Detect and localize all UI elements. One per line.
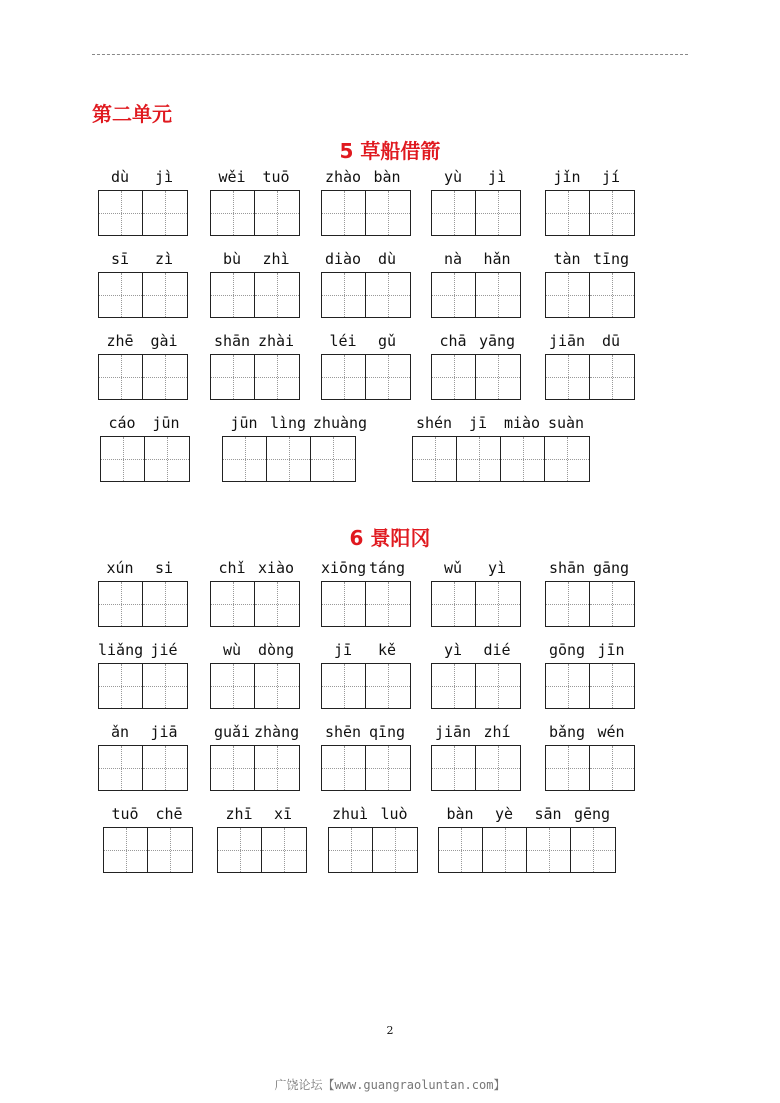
pinyin-syllable: shēn	[324, 723, 362, 741]
tian-zi-cell[interactable]	[590, 582, 634, 626]
pinyin-syllable: tīng	[592, 250, 630, 268]
pinyin-syllable: zhài	[257, 332, 295, 350]
writing-grid[interactable]	[210, 581, 300, 627]
tian-zi-cell[interactable]	[99, 664, 143, 708]
tian-zi-cell[interactable]	[457, 437, 501, 481]
pinyin-syllable: xiōng	[321, 559, 367, 577]
writing-grid[interactable]	[545, 663, 635, 709]
tian-zi-cell[interactable]	[366, 746, 410, 790]
writing-grid[interactable]	[98, 663, 188, 709]
pinyin-syllable: gǔ	[377, 332, 397, 350]
writing-grid[interactable]	[210, 663, 300, 709]
pinyin-syllable: shān	[548, 559, 586, 577]
tian-zi-cell[interactable]	[143, 355, 187, 399]
pinyin-syllable: wǔ	[443, 559, 463, 577]
pinyin-label	[321, 168, 409, 186]
pinyin-syllable: gāng	[592, 559, 630, 577]
tian-zi-cell[interactable]	[366, 191, 410, 235]
pinyin-syllable: hǎn	[483, 250, 511, 268]
pinyin-syllable: yāng	[478, 332, 516, 350]
pinyin-label	[210, 168, 298, 186]
pinyin-syllable: zhuàng	[312, 414, 368, 432]
pinyin-syllable: chā	[439, 332, 467, 350]
pinyin-label	[210, 332, 298, 350]
writing-grid[interactable]	[431, 272, 521, 318]
tian-zi-cell[interactable]	[527, 828, 571, 872]
pinyin-syllable: shén	[415, 414, 453, 432]
tian-zi-cell[interactable]	[483, 828, 527, 872]
tian-zi-cell[interactable]	[366, 582, 410, 626]
tian-zi-cell[interactable]	[546, 355, 590, 399]
writing-grid[interactable]	[328, 827, 418, 873]
tian-zi-cell[interactable]	[476, 582, 520, 626]
pinyin-syllable: chǐ	[218, 559, 246, 577]
pinyin-syllable: bàn	[446, 805, 474, 823]
tian-zi-cell[interactable]	[218, 828, 262, 872]
writing-grid[interactable]	[321, 745, 411, 791]
writing-grid[interactable]	[545, 581, 635, 627]
pinyin-label	[431, 168, 519, 186]
tian-zi-cell[interactable]	[211, 191, 255, 235]
pinyin-label	[431, 641, 519, 659]
pinyin-syllable: miào	[503, 414, 541, 432]
pinyin-label	[545, 723, 633, 741]
writing-grid[interactable]	[98, 190, 188, 236]
tian-zi-cell[interactable]	[432, 273, 476, 317]
tian-zi-cell[interactable]	[590, 191, 634, 235]
pinyin-label	[98, 641, 186, 659]
tian-zi-cell[interactable]	[143, 191, 187, 235]
writing-grid[interactable]	[412, 436, 590, 482]
writing-grid[interactable]	[545, 745, 635, 791]
tian-zi-cell[interactable]	[322, 355, 366, 399]
pinyin-label	[431, 723, 519, 741]
writing-grid[interactable]	[98, 272, 188, 318]
writing-grid[interactable]	[100, 436, 190, 482]
tian-zi-cell[interactable]	[432, 664, 476, 708]
pinyin-syllable: wén	[597, 723, 625, 741]
pinyin-syllable: jí	[601, 168, 621, 186]
writing-grid[interactable]	[321, 663, 411, 709]
pinyin-label	[545, 641, 633, 659]
pinyin-syllable: bàn	[373, 168, 401, 186]
page-number: 2	[386, 1024, 394, 1037]
pinyin-syllable: yè	[494, 805, 514, 823]
tian-zi-cell[interactable]	[322, 191, 366, 235]
pinyin-label	[321, 559, 409, 577]
pinyin-syllable: dū	[601, 332, 621, 350]
pinyin-label	[328, 805, 416, 823]
tian-zi-cell[interactable]	[267, 437, 311, 481]
pinyin-syllable: yì	[487, 559, 507, 577]
writing-grid[interactable]	[98, 745, 188, 791]
tian-zi-cell[interactable]	[545, 437, 589, 481]
pinyin-syllable: suàn	[547, 414, 585, 432]
tian-zi-cell[interactable]	[432, 191, 476, 235]
pinyin-syllable: guǎi	[213, 723, 251, 741]
tian-zi-cell[interactable]	[99, 273, 143, 317]
tian-zi-cell[interactable]	[432, 355, 476, 399]
tian-zi-cell[interactable]	[366, 273, 410, 317]
writing-grid[interactable]	[431, 663, 521, 709]
unit-title: 第二单元	[92, 102, 172, 126]
tian-zi-cell[interactable]	[476, 191, 520, 235]
writing-grid[interactable]	[321, 354, 411, 400]
pinyin-label	[210, 723, 298, 741]
tian-zi-cell[interactable]	[501, 437, 545, 481]
pinyin-syllable: tuō	[111, 805, 139, 823]
tian-zi-cell[interactable]	[99, 355, 143, 399]
pinyin-syllable: jūn	[152, 414, 180, 432]
pinyin-syllable: jūn	[230, 414, 258, 432]
pinyin-label	[431, 250, 519, 268]
tian-zi-cell[interactable]	[546, 664, 590, 708]
writing-grid[interactable]	[103, 827, 193, 873]
tian-zi-cell[interactable]	[546, 582, 590, 626]
tian-zi-cell[interactable]	[99, 746, 143, 790]
tian-zi-cell[interactable]	[329, 828, 373, 872]
pinyin-label	[321, 723, 409, 741]
tian-zi-cell[interactable]	[143, 746, 187, 790]
writing-grid[interactable]	[438, 827, 616, 873]
tian-zi-cell[interactable]	[101, 437, 145, 481]
writing-grid[interactable]	[321, 272, 411, 318]
tian-zi-cell[interactable]	[255, 273, 299, 317]
tian-zi-cell[interactable]	[148, 828, 192, 872]
pinyin-syllable: luò	[380, 805, 408, 823]
writing-grid[interactable]	[210, 272, 300, 318]
pinyin-syllable: xī	[273, 805, 293, 823]
pinyin-syllable: bǎng	[548, 723, 586, 741]
pinyin-syllable: yù	[443, 168, 463, 186]
writing-grid[interactable]	[210, 745, 300, 791]
tian-zi-cell[interactable]	[322, 273, 366, 317]
pinyin-label	[545, 559, 633, 577]
tian-zi-cell[interactable]	[211, 273, 255, 317]
tian-zi-cell[interactable]	[255, 355, 299, 399]
tian-zi-cell[interactable]	[439, 828, 483, 872]
writing-grid[interactable]	[545, 190, 635, 236]
pinyin-syllable: wěi	[218, 168, 246, 186]
tian-zi-cell[interactable]	[99, 191, 143, 235]
pinyin-syllable: tàn	[553, 250, 581, 268]
pinyin-syllable: tuō	[262, 168, 290, 186]
tian-zi-cell[interactable]	[546, 191, 590, 235]
pinyin-syllable: qīng	[368, 723, 406, 741]
pinyin-label	[217, 805, 305, 823]
tian-zi-cell[interactable]	[546, 746, 590, 790]
pinyin-syllable: jiān	[548, 332, 586, 350]
tian-zi-cell[interactable]	[366, 355, 410, 399]
tian-zi-cell[interactable]	[104, 828, 148, 872]
tian-zi-cell[interactable]	[546, 273, 590, 317]
pinyin-syllable: dòng	[257, 641, 295, 659]
pinyin-syllable: wù	[222, 641, 242, 659]
tian-zi-cell[interactable]	[255, 582, 299, 626]
writing-grid[interactable]	[321, 190, 411, 236]
tian-zi-cell[interactable]	[311, 437, 355, 481]
pinyin-syllable: zì	[154, 250, 174, 268]
pinyin-syllable: dié	[483, 641, 511, 659]
pinyin-syllable: xún	[106, 559, 134, 577]
writing-grid[interactable]	[98, 581, 188, 627]
pinyin-label	[545, 168, 633, 186]
pinyin-syllable: zhì	[262, 250, 290, 268]
writing-grid[interactable]	[321, 581, 411, 627]
tian-zi-cell[interactable]	[211, 355, 255, 399]
tian-zi-cell[interactable]	[476, 664, 520, 708]
pinyin-label	[210, 641, 298, 659]
tian-zi-cell[interactable]	[476, 273, 520, 317]
pinyin-syllable: sān	[534, 805, 562, 823]
tian-zi-cell[interactable]	[143, 273, 187, 317]
pinyin-syllable: dù	[110, 168, 130, 186]
pinyin-label	[98, 250, 186, 268]
footer-watermark: 广饶论坛【www.guangraoluntan.com】	[274, 1078, 506, 1092]
pinyin-syllable: jì	[154, 168, 174, 186]
tian-zi-cell[interactable]	[322, 582, 366, 626]
tian-zi-cell[interactable]	[145, 437, 189, 481]
writing-grid[interactable]	[545, 354, 635, 400]
tian-zi-cell[interactable]	[143, 582, 187, 626]
tian-zi-cell[interactable]	[476, 355, 520, 399]
pinyin-syllable: jī	[333, 641, 353, 659]
pinyin-label	[98, 723, 186, 741]
tian-zi-cell[interactable]	[99, 582, 143, 626]
pinyin-label	[222, 414, 370, 432]
pinyin-label	[321, 332, 409, 350]
pinyin-label	[545, 332, 633, 350]
pinyin-syllable: si	[154, 559, 174, 577]
writing-grid[interactable]	[431, 190, 521, 236]
pinyin-syllable: chē	[155, 805, 183, 823]
tian-zi-cell[interactable]	[255, 746, 299, 790]
pinyin-syllable: ǎn	[110, 723, 130, 741]
pinyin-syllable: gēng	[573, 805, 611, 823]
tian-zi-cell[interactable]	[262, 828, 306, 872]
pinyin-syllable: gōng	[548, 641, 586, 659]
pinyin-syllable: dù	[377, 250, 397, 268]
pinyin-label	[321, 250, 409, 268]
tian-zi-cell[interactable]	[211, 582, 255, 626]
writing-grid[interactable]	[210, 354, 300, 400]
writing-grid[interactable]	[98, 354, 188, 400]
tian-zi-cell[interactable]	[571, 828, 615, 872]
writing-grid[interactable]	[431, 354, 521, 400]
tian-zi-cell[interactable]	[373, 828, 417, 872]
pinyin-syllable: sī	[110, 250, 130, 268]
pinyin-syllable: kě	[377, 641, 397, 659]
pinyin-syllable: diào	[324, 250, 362, 268]
tian-zi-cell[interactable]	[432, 582, 476, 626]
tian-zi-cell[interactable]	[223, 437, 267, 481]
tian-zi-cell[interactable]	[211, 664, 255, 708]
pinyin-syllable: jiān	[434, 723, 472, 741]
pinyin-syllable: zhī	[225, 805, 253, 823]
pinyin-label	[103, 805, 191, 823]
pinyin-syllable: gài	[150, 332, 178, 350]
tian-zi-cell[interactable]	[366, 664, 410, 708]
writing-grid[interactable]	[210, 190, 300, 236]
pinyin-label	[412, 414, 588, 432]
pinyin-label	[210, 559, 298, 577]
pinyin-label	[98, 332, 186, 350]
pinyin-label	[545, 250, 633, 268]
pinyin-label	[321, 641, 409, 659]
writing-grid[interactable]	[431, 745, 521, 791]
pinyin-label	[98, 559, 186, 577]
pinyin-syllable: jiā	[150, 723, 178, 741]
writing-grid[interactable]	[431, 581, 521, 627]
tian-zi-cell[interactable]	[476, 746, 520, 790]
top-dashed-rule	[92, 54, 688, 55]
tian-zi-cell[interactable]	[590, 746, 634, 790]
pinyin-syllable: bù	[222, 250, 242, 268]
pinyin-syllable: zhàng	[254, 723, 300, 741]
tian-zi-cell[interactable]	[211, 746, 255, 790]
pinyin-syllable: zhí	[483, 723, 511, 741]
tian-zi-cell[interactable]	[432, 746, 476, 790]
pinyin-syllable: jié	[150, 641, 178, 659]
pinyin-syllable: jīn	[597, 641, 625, 659]
pinyin-syllable: liǎng	[98, 641, 144, 659]
pinyin-syllable: zhē	[106, 332, 134, 350]
pinyin-syllable: zhào	[324, 168, 362, 186]
tian-zi-cell[interactable]	[590, 273, 634, 317]
lesson-title: 5 草船借箭	[339, 139, 441, 163]
tian-zi-cell[interactable]	[255, 191, 299, 235]
writing-grid[interactable]	[545, 272, 635, 318]
pinyin-label	[100, 414, 188, 432]
tian-zi-cell[interactable]	[413, 437, 457, 481]
pinyin-label	[98, 168, 186, 186]
tian-zi-cell[interactable]	[143, 664, 187, 708]
pinyin-syllable: yì	[443, 641, 463, 659]
pinyin-syllable: zhuì	[331, 805, 369, 823]
pinyin-syllable: táng	[368, 559, 406, 577]
pinyin-syllable: nà	[443, 250, 463, 268]
pinyin-label	[210, 250, 298, 268]
pinyin-syllable: shān	[213, 332, 251, 350]
pinyin-syllable: jì	[487, 168, 507, 186]
tian-zi-cell[interactable]	[322, 746, 366, 790]
writing-grid[interactable]	[222, 436, 356, 482]
writing-grid[interactable]	[217, 827, 307, 873]
pinyin-syllable: jī	[468, 414, 488, 432]
lesson-title: 6 景阳冈	[349, 526, 431, 550]
pinyin-syllable: jǐn	[553, 168, 581, 186]
pinyin-syllable: xiào	[257, 559, 295, 577]
pinyin-label	[431, 332, 519, 350]
pinyin-syllable: cáo	[108, 414, 136, 432]
pinyin-syllable: léi	[329, 332, 357, 350]
pinyin-label	[438, 805, 614, 823]
tian-zi-cell[interactable]	[255, 664, 299, 708]
pinyin-syllable: lìng	[269, 414, 307, 432]
tian-zi-cell[interactable]	[590, 664, 634, 708]
tian-zi-cell[interactable]	[590, 355, 634, 399]
tian-zi-cell[interactable]	[322, 664, 366, 708]
pinyin-label	[431, 559, 519, 577]
